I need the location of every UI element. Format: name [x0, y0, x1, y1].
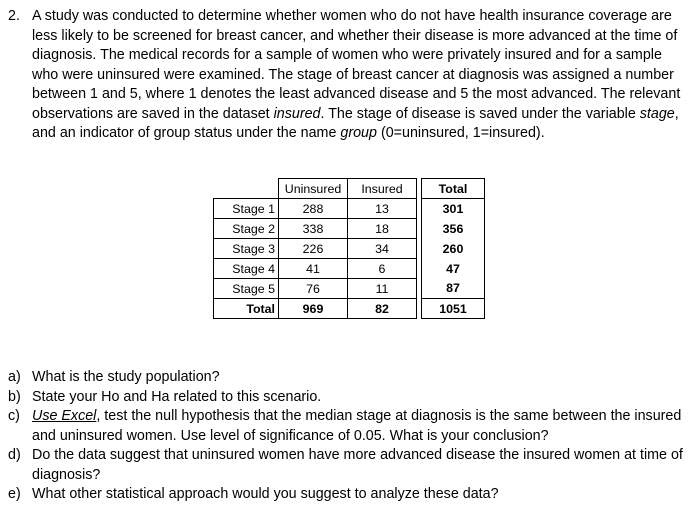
problem-text-part2: . The stage of disease is saved under the variable	[320, 105, 640, 122]
problem-text	[32, 7, 692, 144]
row-label: Stage 1	[214, 199, 279, 219]
question-letter: d)	[8, 447, 21, 463]
cell-insured: 13	[348, 199, 417, 219]
total-uninsured: 969	[279, 299, 348, 319]
row-label: Stage 3	[214, 239, 279, 259]
cell-uninsured: 76	[279, 279, 348, 299]
use-excel-link[interactable]: Use Excel	[32, 408, 97, 424]
question-c	[8, 407, 692, 446]
table-row	[214, 199, 485, 219]
grand-total: 1051	[422, 299, 485, 319]
cell-uninsured: 41	[279, 259, 348, 279]
question-e	[8, 485, 692, 505]
table-row	[214, 259, 485, 279]
problem-statement	[8, 7, 692, 144]
table-row	[214, 239, 485, 259]
problem-text-part4: (0=uninsured, 1=insured).	[376, 125, 545, 141]
cell-uninsured: 338	[279, 219, 348, 239]
question-letter: a)	[8, 369, 21, 385]
question-text: What is the study population?	[32, 369, 220, 385]
cell-insured: 18	[348, 219, 417, 239]
header-total: Total	[422, 179, 485, 199]
stage-by-insurance-table	[213, 178, 485, 319]
total-insured: 82	[348, 299, 417, 319]
cell-total: 47	[422, 259, 485, 279]
problem-number: 2.	[8, 8, 20, 24]
table-row	[214, 219, 485, 239]
table-header-row	[214, 179, 485, 199]
problem-text-part1: A study was conducted to determine whether women who do not have health insurance coverage are less likely to be screened for breast cancer, and whether their disease is more advanced at the time of diagnosis. The medical records for a sample of women who were privately insured and for a sample who were uninsured were examined. The stage of breast cancer at diagnosis was assigned a number between 1 and 5, where 1 denotes the least advanced disease and 5 the most advanced. The relevant observations are saved in the dataset	[32, 8, 681, 122]
cell-uninsured: 288	[279, 199, 348, 219]
problem-text-part3: , and an indicator of group status under the name	[32, 105, 679, 141]
variable-name: stage	[639, 105, 675, 122]
question-text: What other statistical approach would you suggest to analyze these data?	[32, 486, 499, 502]
total-row-label: Total	[214, 299, 279, 319]
cell-total: 356	[422, 219, 485, 239]
header-insured: Insured	[348, 179, 417, 199]
cell-total: 87	[422, 279, 485, 299]
question-list	[8, 368, 692, 505]
row-label: Stage 2	[214, 219, 279, 239]
question-a	[8, 368, 692, 388]
cell-insured: 34	[348, 239, 417, 259]
header-uninsured: Uninsured	[279, 179, 348, 199]
header-empty-cell	[214, 179, 279, 199]
cell-insured: 6	[348, 259, 417, 279]
contingency-table	[213, 178, 485, 319]
question-b	[8, 388, 692, 408]
row-label: Stage 4	[214, 259, 279, 279]
question-letter: b)	[8, 388, 21, 405]
question-letter: c)	[8, 408, 20, 424]
row-label: Stage 5	[214, 279, 279, 299]
table-row	[214, 279, 485, 299]
question-letter: e)	[8, 486, 21, 502]
question-text: , test the null hypothesis that the median stage at diagnosis is the same between the insured and uninsured women. Use level of significance of 0.05. What is your conclusion?	[32, 408, 682, 444]
group-name: group	[340, 125, 377, 141]
cell-total: 301	[422, 199, 485, 219]
cell-uninsured: 226	[279, 239, 348, 259]
dataset-name: insured	[273, 105, 321, 122]
question-d	[8, 446, 692, 485]
cell-total: 260	[422, 239, 485, 259]
question-text: Do the data suggest that uninsured women have more advanced disease the insured women at time of diagnosis?	[32, 447, 683, 483]
question-text: State your Ho and Ha related to this scenario.	[32, 388, 322, 405]
cell-insured: 11	[348, 279, 417, 299]
table-total-row	[214, 299, 485, 319]
